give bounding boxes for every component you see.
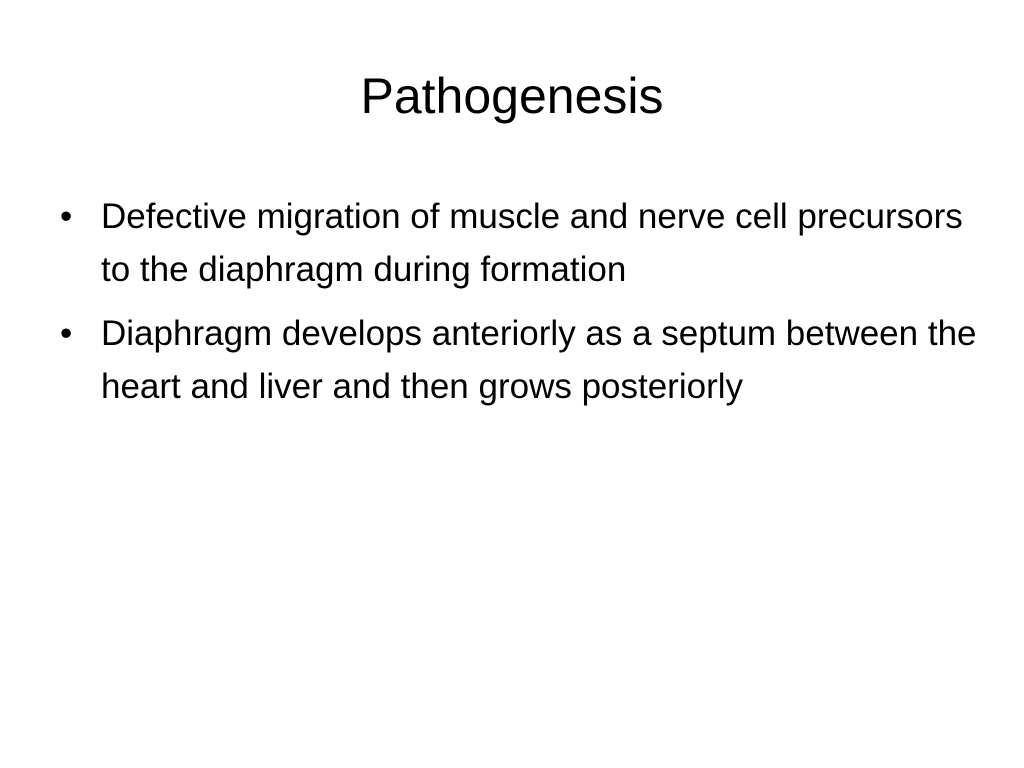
bullet-text: Defective migration of muscle and nerve cell precursors to the diaphragm during formation (101, 197, 963, 289)
bullet-item (60, 307, 980, 413)
bullet-marker: • (60, 197, 73, 236)
bullet-text: Diaphragm develops anteriorly as a septum between the heart and liver and then grows posteriorly (101, 314, 977, 406)
bullet-list (60, 190, 980, 424)
slide-title: Pathogenesis (360, 68, 664, 124)
bullet-item (60, 190, 980, 296)
bullet-marker: • (60, 314, 73, 353)
